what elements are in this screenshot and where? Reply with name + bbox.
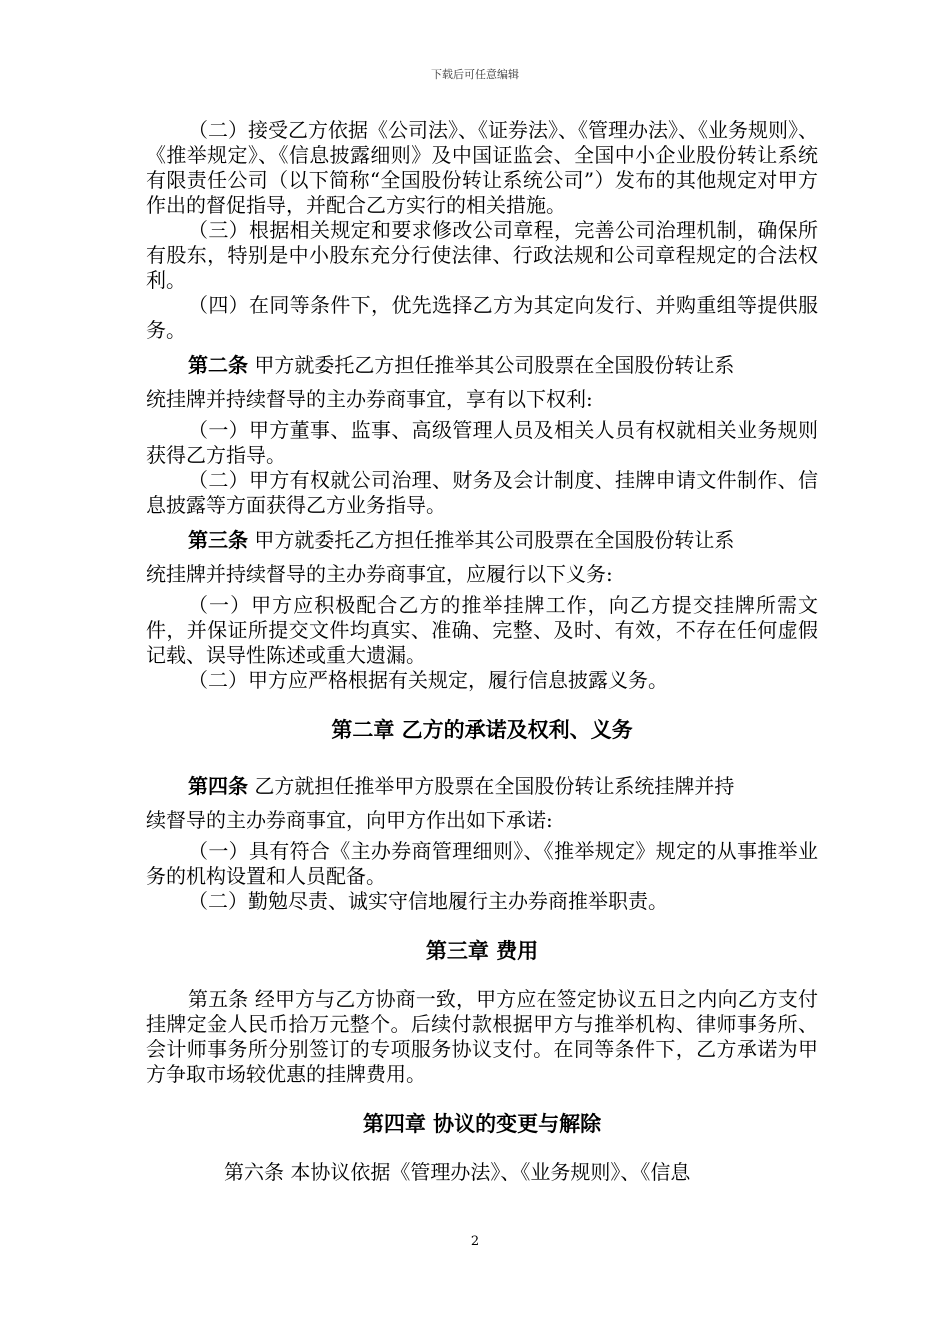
paragraph: （二）甲方有权就公司治理、财务及会计制度、挂牌申请文件制作、信息披露等方面获得乙方业务指导。 xyxy=(146,468,818,517)
paragraph: （二）接受乙方依据《公司法》、《证券法》、《管理办法》、《业务规则》、《推举规定》、《信息披露细则》及中国证监会、全国中小企业股份转让系统有限责任公司（以下简称“全国股份转让系统公司”）发布的其他规定对甲方作出的督促指导，并配合乙方实行的相关措施。 xyxy=(146,118,818,217)
paragraph: （四）在同等条件下，优先选择乙方为其定向发行、并购重组等提供服务。 xyxy=(146,293,818,342)
paragraph: （一）具有符合《主办券商管理细则》、《推举规定》规定的从事推举业务的机构设置和人员配备。 xyxy=(146,839,818,888)
chapter-heading: 第二章 乙方的承诺及权利、义务 xyxy=(331,717,633,742)
paragraph: 第五条 经甲方与乙方协商一致，甲方应在签定协议五日之内向乙方支付挂牌定金人民币拾万元整个。后续付款根据甲方与推举机构、律师事务所、会计师事务所分别签订的专项服务协议支付。在同等条件下，乙方承诺为甲方争取市场较优惠的挂牌费用。 xyxy=(146,987,818,1086)
article-text: 甲方就委托乙方担任推举其公司股票在全国股份转让系 xyxy=(248,353,735,377)
paragraph: （一）甲方董事、监事、高级管理人员及相关人员有权就相关业务规则获得乙方指导。 xyxy=(146,418,818,467)
article-4 xyxy=(146,766,818,806)
article-text: 乙方就担任推举甲方股票在全国股份转让系统挂牌并持 xyxy=(248,774,735,798)
paragraph: 第六条 本协议依据《管理办法》、《业务规则》、《信息 xyxy=(224,1160,691,1184)
article-label: 第二条 xyxy=(188,353,248,377)
article-3 xyxy=(146,520,818,560)
article-label: 第四条 xyxy=(188,774,248,798)
article-text: 甲方就委托乙方担任推举其公司股票在全国股份转让系 xyxy=(248,528,735,552)
chapter-heading: 第三章 费用 xyxy=(425,938,539,963)
article-label: 第三条 xyxy=(188,528,248,552)
paragraph: （二）甲方应严格根据有关规定，履行信息披露义务。 xyxy=(188,668,668,692)
paragraph: （二）勤勉尽责、诚实守信地履行主办券商推举职责。 xyxy=(188,889,668,913)
article-3-continuation: 统挂牌并持续督导的主办券商事宜，应履行以下义务: xyxy=(146,562,613,586)
article-2 xyxy=(146,345,818,385)
paragraph: （三）根据相关规定和要求修改公司章程，完善公司治理机制，确保所有股东，特别是中小股东充分行使法律、行政法规和公司章程规定的合法权利。 xyxy=(146,218,818,292)
paragraph: （一）甲方应积极配合乙方的推举挂牌工作，向乙方提交挂牌所需文件，并保证所提交文件均真实、准确、完整、及时、有效，不存在任何虚假记载、误导性陈述或重大遗漏。 xyxy=(146,593,818,667)
chapter-heading: 第四章 协议的变更与解除 xyxy=(362,1111,602,1136)
document-body xyxy=(146,118,818,1185)
page-number: 2 xyxy=(470,1234,480,1249)
page-header: 下载后可任意编辑 xyxy=(431,68,519,81)
article-2-continuation: 统挂牌并持续督导的主办券商事宜，享有以下权利: xyxy=(146,387,593,411)
article-4-continuation: 续督导的主办券商事宜，向甲方作出如下承诺: xyxy=(146,808,553,832)
